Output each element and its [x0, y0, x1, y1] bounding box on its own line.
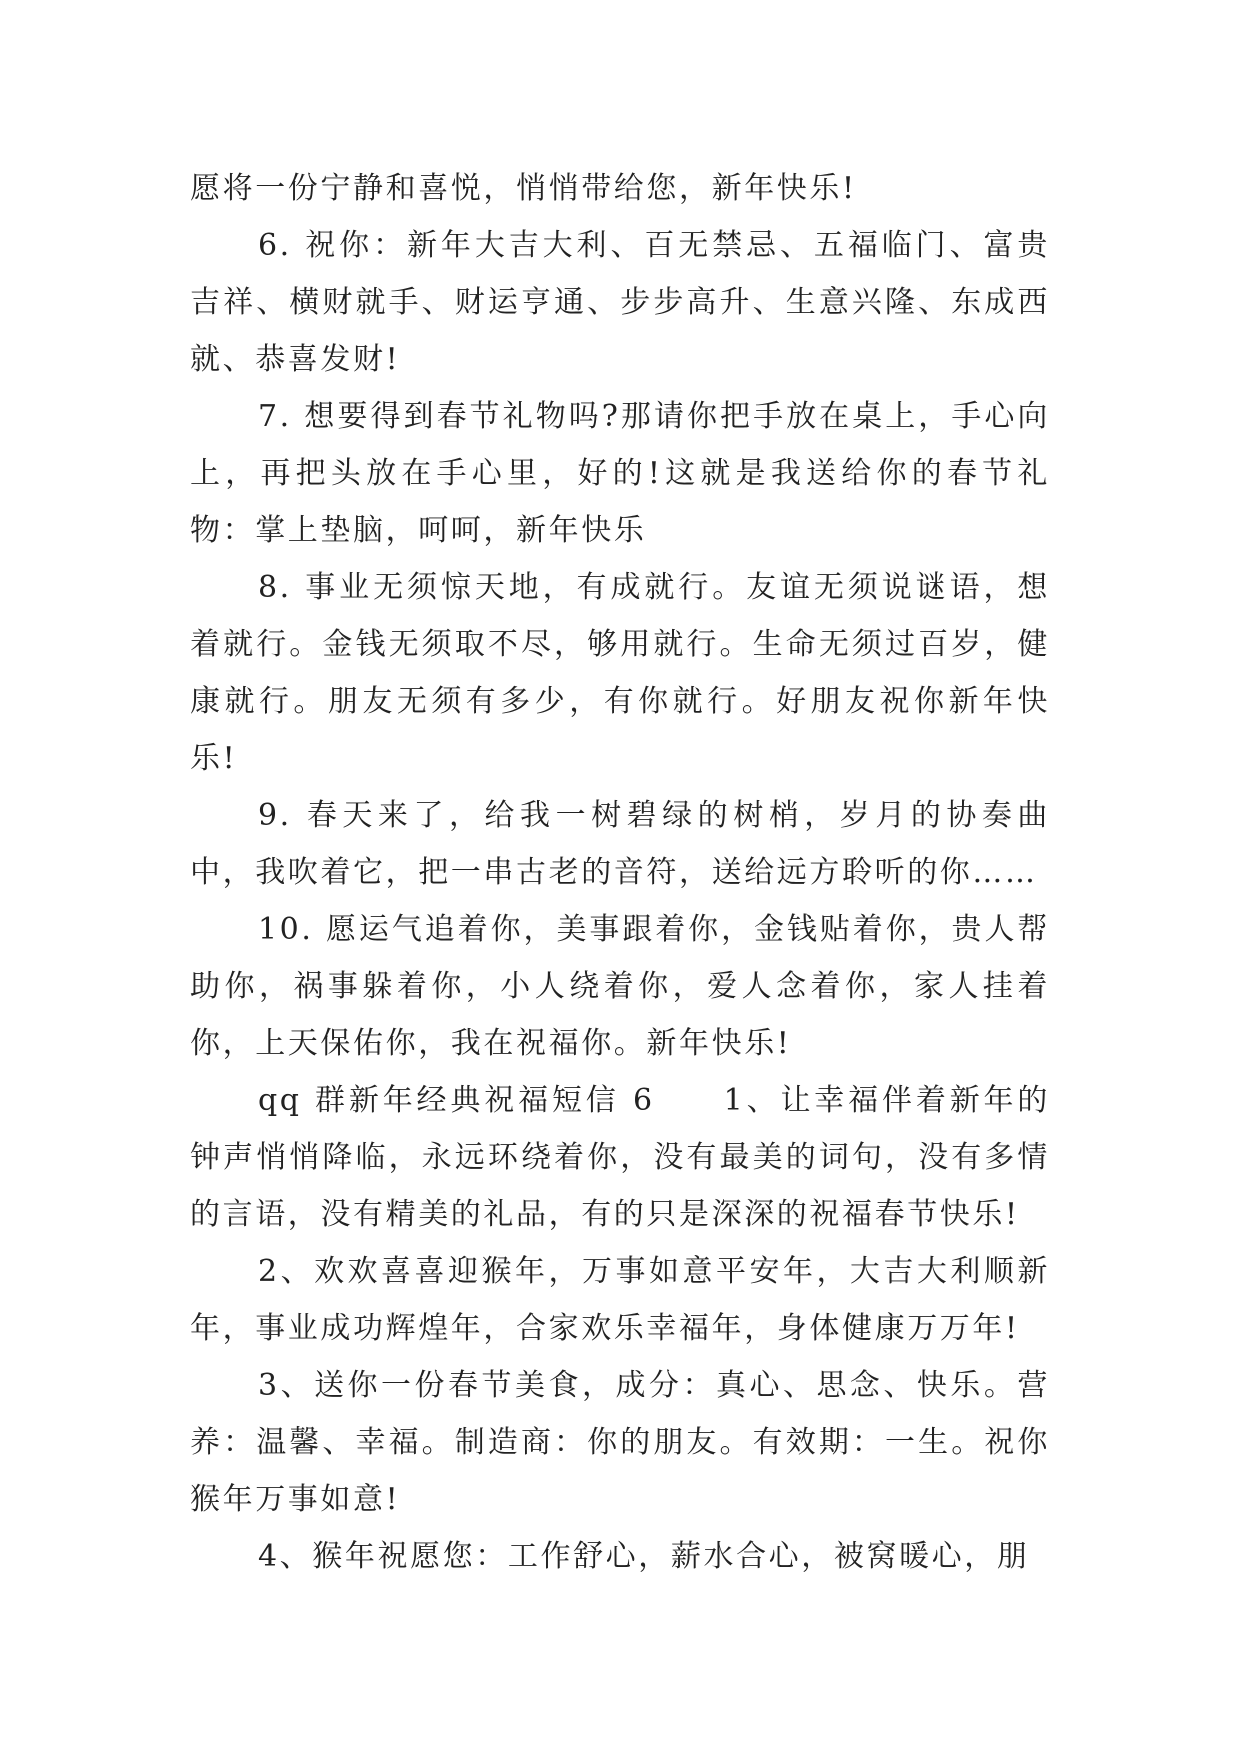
- paragraph-4: 8. 事业无须惊天地，有成就行。友谊无须说谜语，想着就行。金钱无须取不尽，够用就行。生命无须过百岁，健康就行。朋友无须有多少，有你就行。好朋友祝你新年快乐!: [190, 570, 1050, 776]
- paragraph-3: 7. 想要得到春节礼物吗?那请你把手放在桌上，手心向上，再把头放在手心里，好的!这就是我送给你的春节礼物：掌上垫脑，呵呵，新年快乐: [190, 399, 1050, 548]
- paragraph-7: qq 群新年经典祝福短信 6 1、让幸福伴着新年的钟声悄悄降临，永远环绕着你，没有最美的词句，没有多情的言语，没有精美的礼品，有的只是深深的祝福春节快乐!: [190, 1083, 1050, 1232]
- paragraph-5: 9. 春天来了，给我一树碧绿的树梢，岁月的协奏曲中，我吹着它，把一串古老的音符，送给远方聆听的你……: [190, 798, 1050, 890]
- paragraph-10: 4、猴年祝愿您：工作舒心，薪水合心，被窝暖心，朋: [258, 1539, 1030, 1574]
- paragraph-6: 10. 愿运气追着你，美事跟着你，金钱贴着你，贵人帮助你，祸事躲着你，小人绕着你，爱人念着你，家人挂着你，上天保佑你，我在祝福你。新年快乐!: [190, 912, 1050, 1061]
- document-body: [190, 160, 1050, 1585]
- paragraph-2: 6. 祝你：新年大吉大利、百无禁忌、五福临门、富贵吉祥、横财就手、财运亨通、步步高升、生意兴隆、东成西就、恭喜发财!: [190, 228, 1050, 377]
- paragraph-8: 2、欢欢喜喜迎猴年，万事如意平安年，大吉大利顺新年，事业成功辉煌年，合家欢乐幸福年，身体健康万万年!: [190, 1254, 1050, 1346]
- paragraph-1: 愿将一份宁静和喜悦，悄悄带给您，新年快乐!: [190, 171, 857, 206]
- paragraph-9: 3、送你一份春节美食，成分：真心、思念、快乐。营养：温馨、幸福。制造商：你的朋友。有效期：一生。祝你猴年万事如意!: [190, 1368, 1050, 1517]
